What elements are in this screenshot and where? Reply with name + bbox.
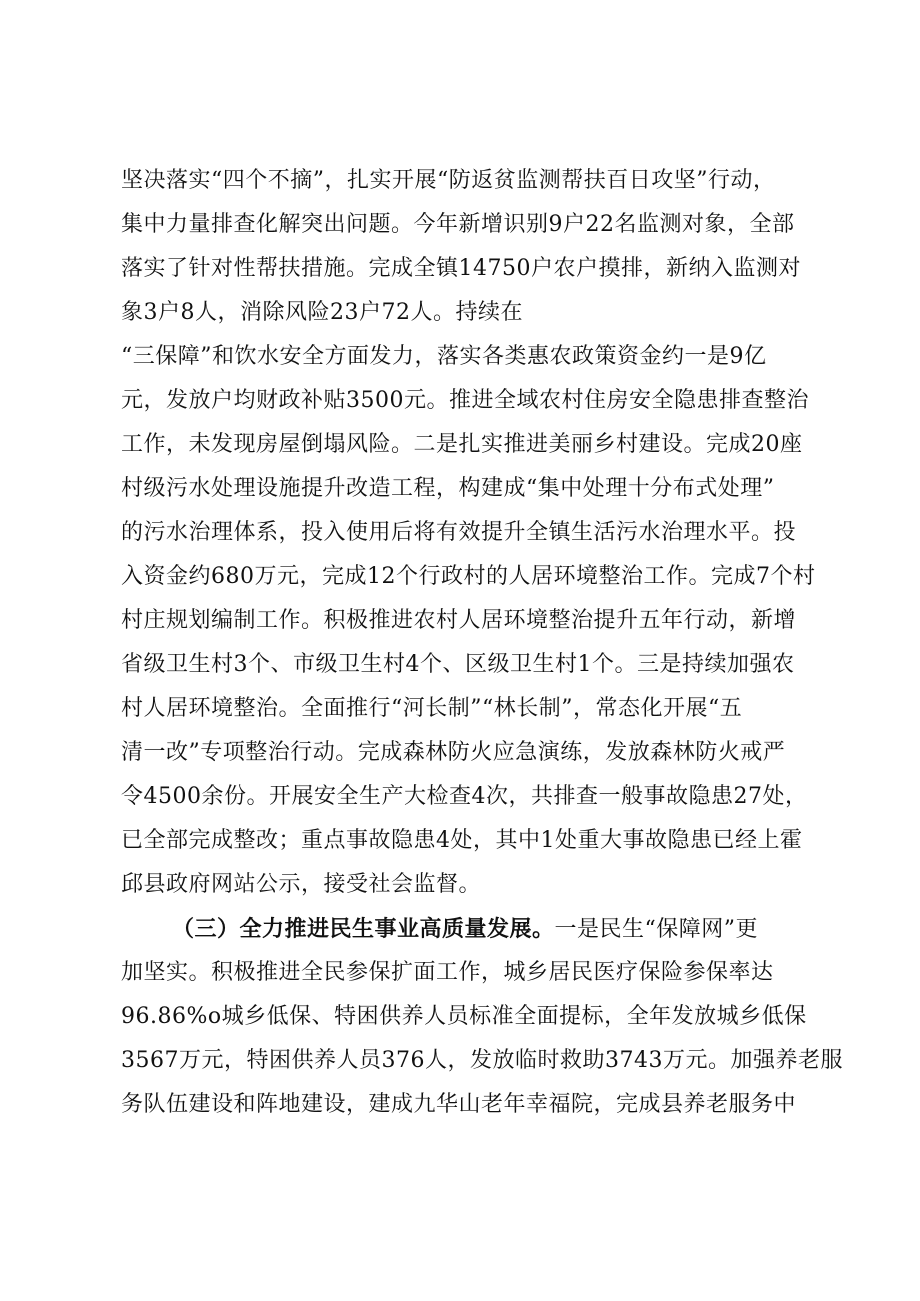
paragraph-line: 已全部完成整改；重点事故隐患4处，其中1处重大事故隐患已经上霍 xyxy=(121,828,803,853)
paragraph-line: 省级卫生村3个、市级卫生村4个、区级卫生村1个。三是持续加强农 xyxy=(121,652,795,677)
paragraph-line: “三保障”和饮水安全方面发力，落实各类惠农政策资金约一是9亿 xyxy=(121,344,767,369)
paragraph-line: 务队伍建设和阵地建设，建成九华山老年幸福院，完成县养老服务中 xyxy=(121,1092,797,1117)
paragraph-line: 坚决落实“四个不摘”，扎实开展“防返贫监测帮扶百日攻坚”行动， xyxy=(121,168,776,193)
section-first-line-text: 一是民生“保障网”更 xyxy=(554,917,759,942)
paragraph-line: 集中力量排查化解突出问题。今年新增识别9户22名监测对象，全部 xyxy=(121,212,795,237)
section-heading: （三）全力推进民生事业高质量发展。 xyxy=(172,916,555,942)
paragraph-line: 邱县政府网站公示，接受社会监督。 xyxy=(121,872,482,897)
paragraph-line: 元，发放户均财政补贴3500元。推进全域农村住房安全隐患排查整治 xyxy=(121,388,809,413)
paragraph-line: 清一改”专项整治行动。完成森林防火应急演练，发放森林防火戒严 xyxy=(121,740,786,765)
paragraph-line: 村庄规划编制工作。积极推进农村人居环境整治提升五年行动，新增 xyxy=(121,608,797,633)
paragraph-line: 村人居环境整治。全面推行“河长制”“林长制”，常态化开展“五 xyxy=(121,696,743,721)
paragraph-line: 落实了针对性帮扶措施。完成全镇14750户农户摸排，新纳入监测对 xyxy=(121,256,801,281)
paragraph-line: 加坚实。积极推进全民参保扩面工作，城乡居民医疗保险参保率达 xyxy=(121,960,774,985)
section-first-line xyxy=(172,914,758,945)
paragraph-line: 村级污水处理设施提升改造工程，构建成“集中处理十分布式处理” xyxy=(121,476,775,501)
paragraph-line: 3567万元，特困供养人员376人，发放临时救助3743万元。加强养老服 xyxy=(121,1048,843,1073)
paragraph-line: 入资金约680万元，完成12个行政村的人居环境整治工作。完成7个村 xyxy=(121,564,816,589)
paragraph-line: 工作，未发现房屋倒塌风险。二是扎实推进美丽乡村建设。完成20座 xyxy=(121,432,803,457)
paragraph-line: 令4500余份。开展安全生产大检查4次，共排查一般事故隐患27处， xyxy=(121,784,808,809)
paragraph-line: 的污水治理体系，投入使用后将有效提升全镇生活污水治理水平。投 xyxy=(121,520,797,545)
paragraph-line: 象3户8人，消除风险23户72人。持续在 xyxy=(121,300,523,325)
paragraph-line: 96.86%o城乡低保、特困供养人员标准全面提标，全年发放城乡低保 xyxy=(121,1004,807,1029)
